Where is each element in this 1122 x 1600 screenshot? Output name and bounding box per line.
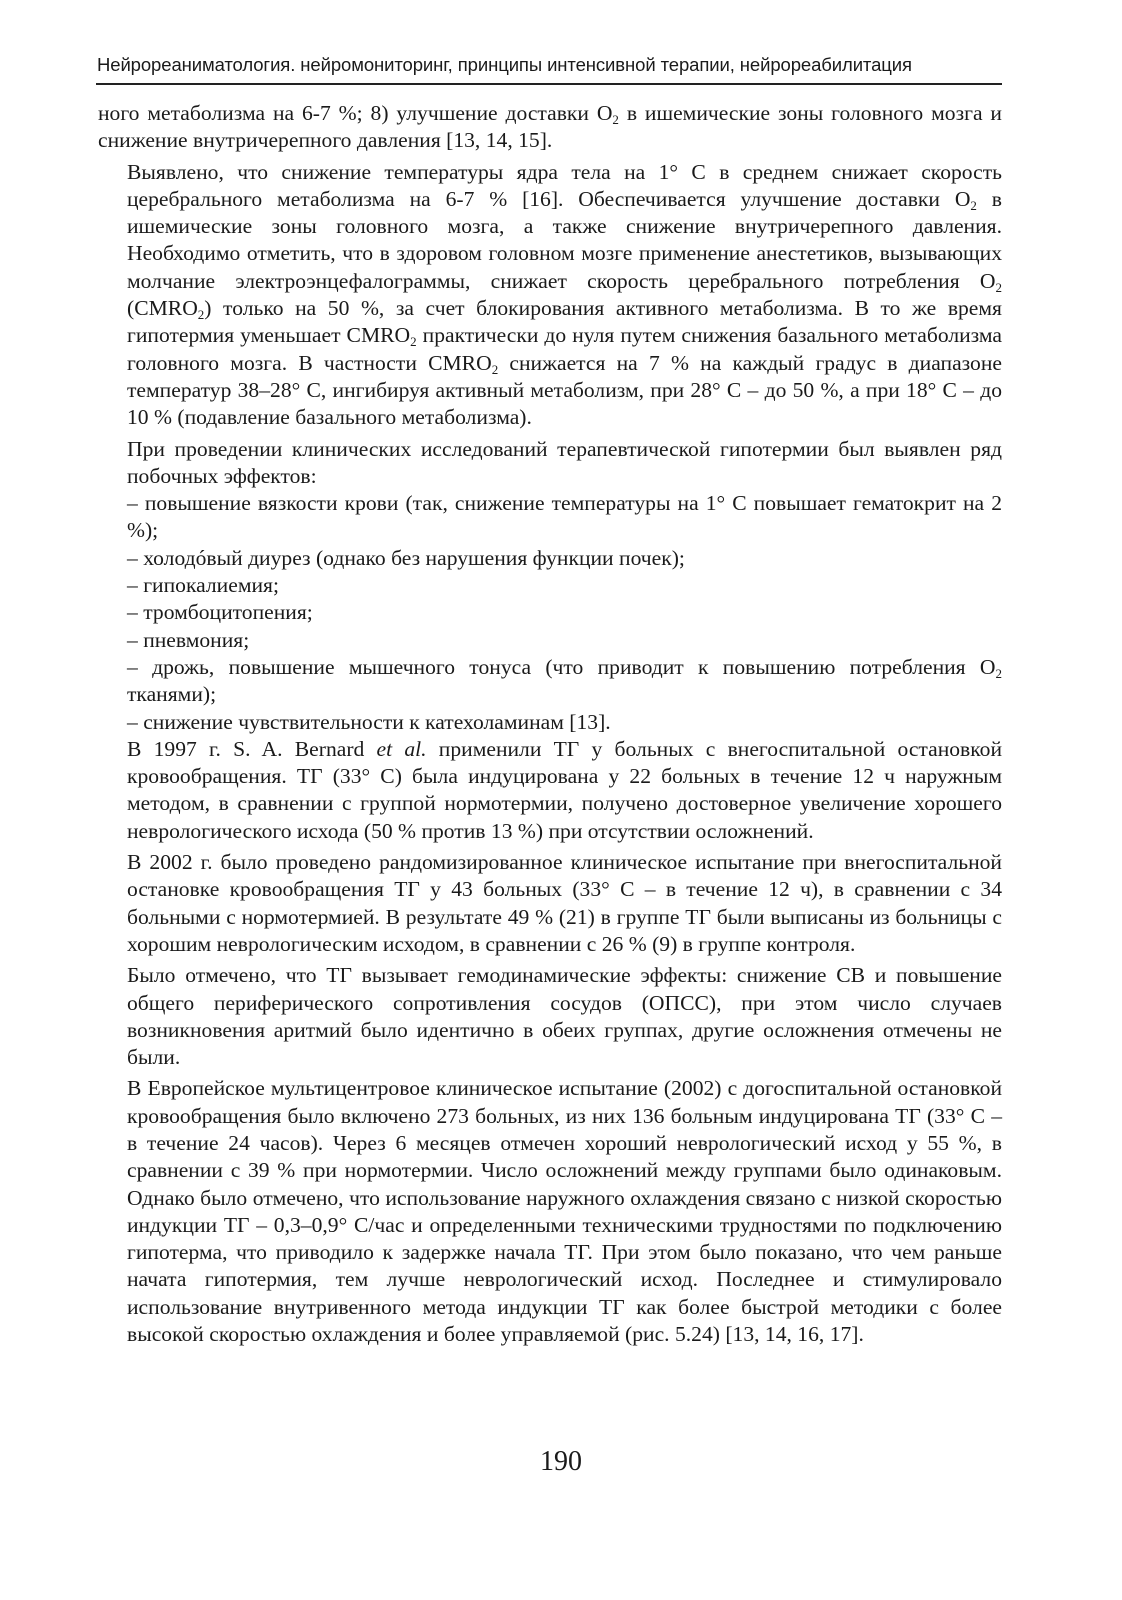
- list-item-pneumonia: – пневмония;: [127, 627, 250, 652]
- list-item-catecholamines: – снижение чувствительности к катехоламинам [13].: [127, 709, 611, 734]
- running-header: Нейрореаниматология. нейромониторинг, принципы интенсивной терапии, нейрореабилитация: [97, 54, 912, 75]
- paragraph-trial-2002: В 2002 г. было проведено рандомизированное клиническое испытание при внегоспитальной остановке кровообращения ТГ у 43 больных (33° С – в течение 12 ч), в сравнении с 34 больными с нормотермией. В результате 49 % (21) в группе ТГ были выписаны из больницы с хорошим неврологическим исходом, в сравнении с 26 % (9) в группе контроля.: [127, 850, 1002, 956]
- page-number: 190: [540, 1446, 582, 1477]
- body-text: [98, 100, 1002, 1348]
- paragraph-side-effects-intro: При проведении клинических исследований терапевтической гипотермии был выявлен ряд побочных эффектов:: [127, 436, 1002, 488]
- list-item-hypokalemia: – гипокалиемия;: [127, 573, 279, 598]
- paragraph-hemodynamics: Было отмечено, что ТГ вызывает гемодинамические эффекты: снижение СВ и повышение общего периферического сопротивления сосудов (ОПСС), при этом число случаев возникновения аритмий было идентично в обеих группах, другие осложнения отмечены не были.: [127, 963, 1002, 1070]
- paragraph-metabolism: Выявлено, что снижение температуры ядра тела на 1° С в среднем снижает скорость церебрального метаболизма на 6-7 % [16]. Обеспечивается улучшение доставки $O_2$ в ишемические зоны головного мозга, а также снижение внутричерепного давления. Необходимо отметить, что в здоровом головном мозге применение анестетиков, вызывающих молчание электроэнцефалограммы, снижает скорость церебрального потребления $O_2$ $(CMRO_2)$ только на 50 %, за счет блокирования активного метаболизма. В то же время гипотермия уменьшает $CMRO_2$ практически до нуля путем снижения базального метаболизма головного мозга. В частности $CMRO_2$ снижается на 7 % на каждый градус в диапазоне температур 38–28° С, ингибируя активный метаболизм, при 28° С – до 50 %, а при 18° С – до 10 % (подавление базального метаболизма).: [127, 159, 1002, 430]
- paragraph-continuation: ного метаболизма на 6-7 %; 8) улучшение доставки $O_2$ в ишемические зоны головного мозга и снижение внутричерепного давления [13, 14, 15].: [98, 101, 1002, 153]
- list-item-blood-viscosity: – повышение вязкости крови (так, снижение температуры на 1° С повышает гематокрит на 2 %);: [127, 491, 1002, 543]
- list-item-shivering: – дрожь, повышение мышечного тонуса (что приводит к повышению потребления $O_2$ тканями);: [127, 654, 1002, 707]
- header-rule: [96, 83, 1002, 85]
- list-item-thrombocytopenia: – тромбоцитопения;: [127, 600, 313, 625]
- list-item-cold-diuresis: – холодóвый диурез (однако без нарушения функции почек);: [127, 545, 685, 570]
- paragraph-european-trial: В Европейское мультицентровое клиническое испытание (2002) с догоспитальной остановкой кровообращения было включено 273 больных, из них 136 больным индуцирована ТГ (33° С – в течение 24 часов). Через 6 месяцев отмечен хороший неврологический исход у 55 %, в сравнении с 39 % при нормотермии. Число осложнений между группами было одинаковым. Однако было отмечено, что использование наружного охлаждения связано с низкой скоростью индукции ТГ – 0,3–0,9° С/час и определенными техническими трудностями по подключению гипотерма, что приводило к задержке начала ТГ. При этом было показано, что чем раньше начата гипотермия, тем лучше неврологический исход. Последнее и стимулировало использование внутривенного метода индукции ТГ как более быстрой методики с более высокой скоростью охлаждения и более управляемой (рис. 5.24) [13, 14, 16, 17].: [127, 1076, 1002, 1347]
- paragraph-bernard-1997: В 1997 г. S. A. Bernard et al. применили ТГ у больных с внегоспитальной остановкой кровообращения. ТГ (33° С) была индуцирована у 22 больных в течение 12 ч наружным методом, в сравнении с группой нормотермии, получено достоверное увеличение хорошего неврологического исхода (50 % против 13 %) при отсутствии осложнений.: [127, 736, 1002, 843]
